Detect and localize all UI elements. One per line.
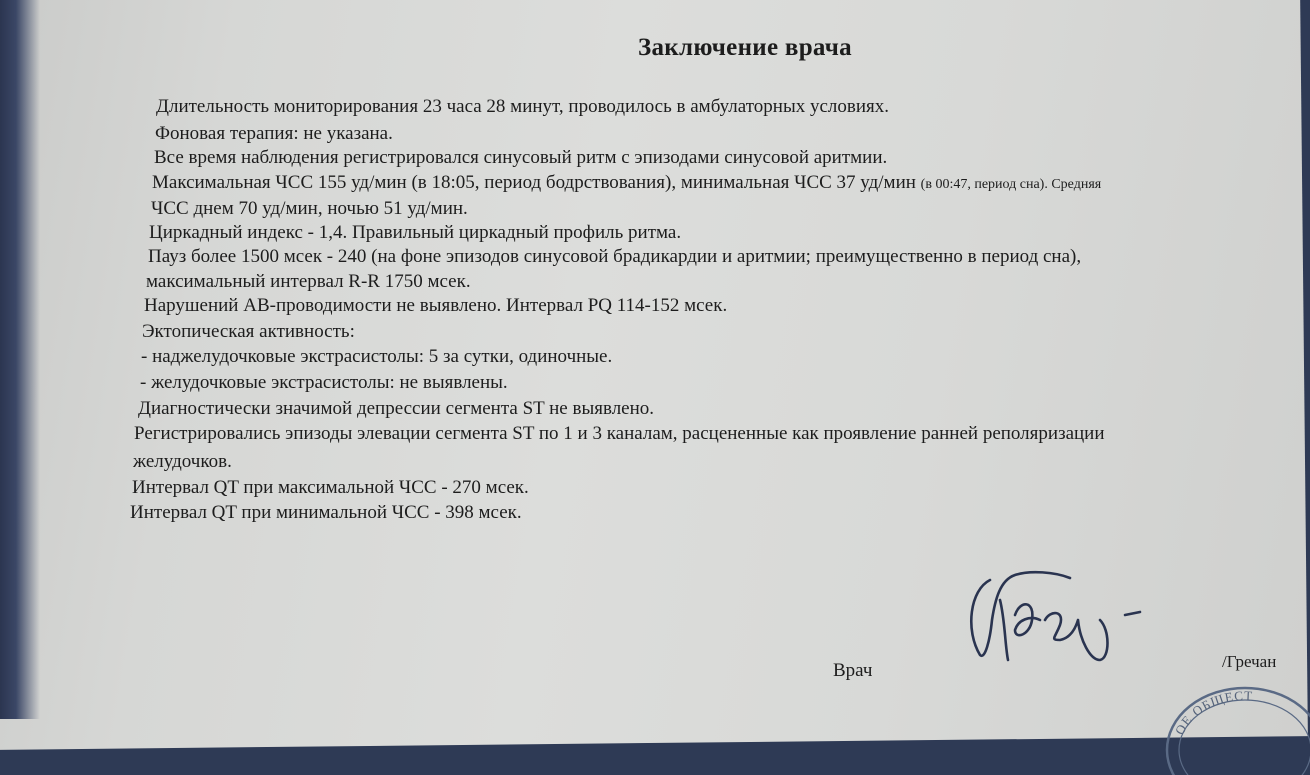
- text-line: Диагностически значимой депрессии сегмента ST не выявлено.: [138, 398, 655, 419]
- text-line: - желудочковые экстрасистолы: не выявлены.: [140, 372, 508, 393]
- text-line: Нарушений АВ-проводимости не выявлено. Интервал PQ 114-152 мсек.: [144, 295, 728, 316]
- text-line-small: (в 00:47, период сна). Средняя: [920, 177, 1102, 192]
- text-line: - наджелудочковые экстрасистолы: 5 за сутки, одиночные.: [141, 346, 613, 367]
- signature-icon: [960, 560, 1160, 680]
- document-title: Заключение врача: [638, 34, 852, 61]
- text-line: желудочков.: [133, 451, 232, 472]
- text-line: Интервал QT при максимальной ЧСС - 270 мсек.: [132, 477, 529, 498]
- doctor-label: Врач: [833, 660, 873, 681]
- text-line: Циркадный индекс - 1,4. Правильный циркадный профиль ритма.: [149, 222, 682, 243]
- text-line: Эктопическая активность:: [142, 321, 355, 342]
- text-line: Фоновая терапия: не указана.: [155, 123, 393, 144]
- stamp-text: ОЕ ОБЩЕСТ: [1171, 687, 1254, 738]
- text-line: Интервал QT при минимальной ЧСС - 398 мсек.: [130, 502, 522, 523]
- text-line: Пауз более 1500 мсек - 240 (на фоне эпизодов синусовой брадикардии и аритмии; преимущественно в период сна),: [148, 246, 1082, 267]
- text-line-main: Максимальная ЧСС 155 уд/мин (в 18:05, период бодрствования), минимальная ЧСС 37 уд/мин: [152, 172, 916, 193]
- doctor-name: /Гречан: [1222, 652, 1277, 671]
- stamp-icon: [1150, 655, 1310, 775]
- text-line: максимальный интервал R-R 1750 мсек.: [146, 271, 471, 292]
- text-line: ЧСС днем 70 уд/мин, ночью 51 уд/мин.: [151, 198, 468, 219]
- text-line: Длительность мониторирования 23 часа 28 минут, проводилось в амбулаторных условиях.: [156, 96, 890, 117]
- text-line: Регистрировались эпизоды элевации сегмента ST по 1 и 3 каналам, расцененные как проявление ранней реполяризации: [134, 423, 1105, 444]
- text-line: [152, 172, 1101, 194]
- text-line: Все время наблюдения регистрировался синусовый ритм с эпизодами синусовой аритмии.: [154, 147, 888, 168]
- svg-text:ОЕ ОБЩЕСТ: [1172, 688, 1254, 737]
